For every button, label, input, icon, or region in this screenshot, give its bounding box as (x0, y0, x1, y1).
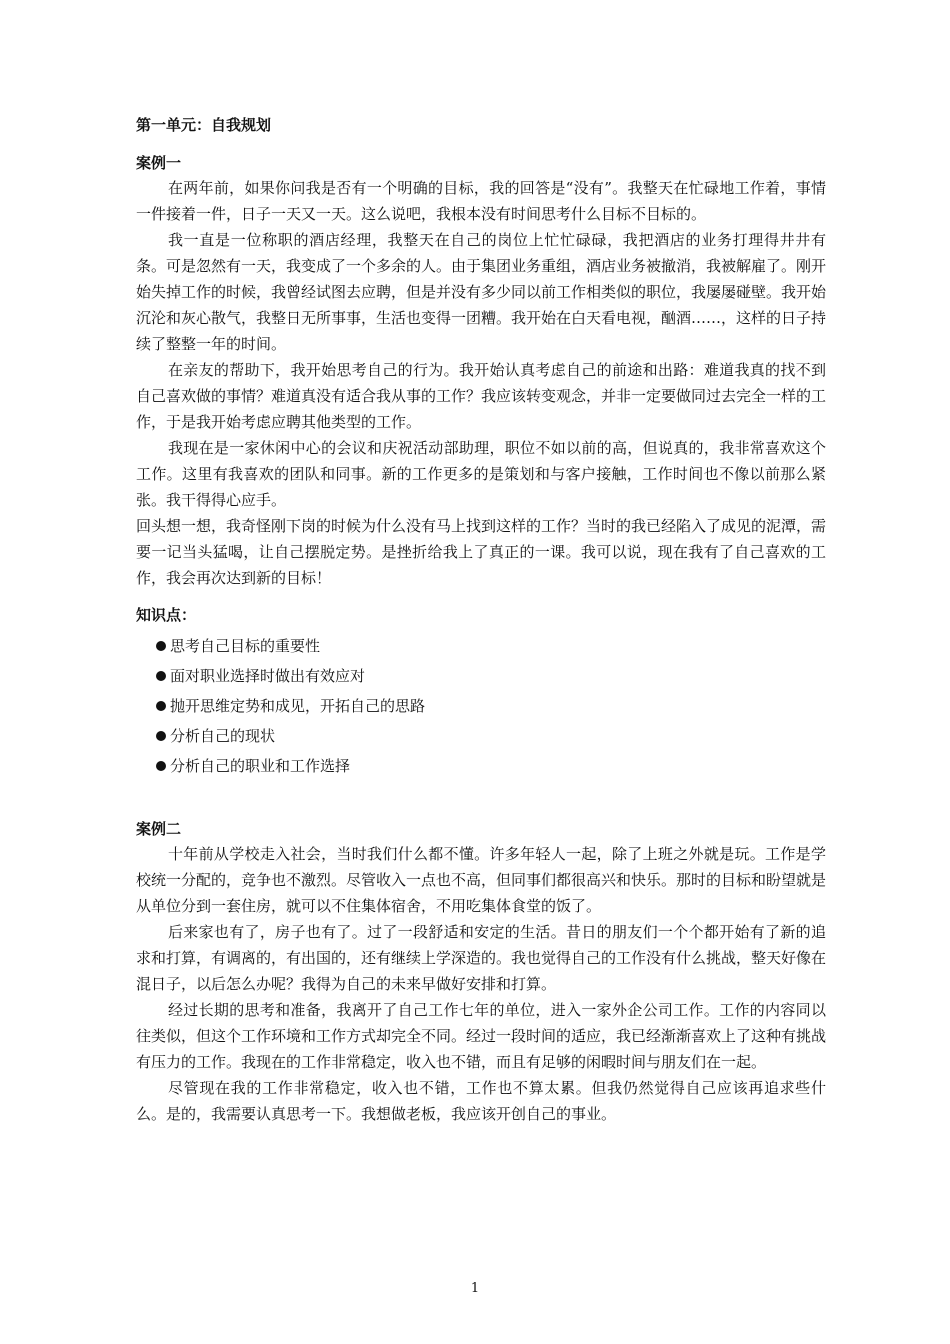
case-one-title: 案例一 (136, 154, 182, 172)
list-item (156, 631, 826, 661)
case-one-paragraph: 我现在是一家休闲中心的会议和庆祝活动部助理，职位不如以前的高，但说真的，我非常喜欢这个工作。这里有我喜欢的团队和同事。新的工作更多的是策划和与客户接触，工作时间也不像以前那么紧张。我干得得心应手。 (136, 439, 826, 509)
document-page (136, 113, 826, 1127)
list-item-text: 面对职业选择时做出有效应对 (170, 667, 366, 685)
case-two-paragraph: 尽管现在我的工作非常稳定，收入也不错，工作也不算太累。但我仍然觉得自己应该再追求些什么。是的，我需要认真思考一下。我想做老板，我应该开创自己的事业。 (136, 1079, 826, 1123)
case-two-paragraph: 后来家也有了，房子也有了。过了一段舒适和安定的生活。昔日的朋友们一个个都开始有了新的追求和打算，有调离的，有出国的，还有继续上学深造的。我也觉得自己的工作没有什么挑战，整天好像在混日子，以后怎么办呢？我得为自己的未来早做好安排和打算。 (136, 923, 827, 993)
knowledge-points (136, 603, 826, 781)
unit-title: 第一单元：自我规划 (136, 116, 272, 134)
case-one (136, 151, 826, 591)
knowledge-points-title: 知识点： (136, 606, 197, 624)
case-two-paragraph: 经过长期的思考和准备，我离开了自己工作七年的单位，进入一家外企公司工作。工作的内容同以往类似，但这个工作环境和工作方式却完全不同。经过一段时间的适应，我已经渐渐喜欢上了这种有挑战有压力的工作。我现在的工作非常稳定，收入也不错，而且有足够的闲暇时间与朋友们在一起。 (136, 1001, 827, 1071)
bullet-icon (156, 671, 166, 681)
list-item-text: 分析自己的现状 (170, 727, 276, 745)
bullet-icon (156, 761, 166, 771)
list-item (156, 661, 826, 691)
bullet-icon (156, 731, 166, 741)
case-one-paragraph: 我一直是一位称职的酒店经理，我整天在自己的岗位上忙忙碌碌，我把酒店的业务打理得井井有条。可是忽然有一天，我变成了一个多余的人。由于集团业务重组，酒店业务被撤消，我被解雇了。刚开始失掉工作的时候，我曾经试图去应聘，但是并没有多少同以前工作相类似的职位，我屡屡碰壁。我开始沉沦和灰心散气，我整日无所事事，生活也变得一团糟。我开始在白天看电视，酗酒……，这样的日子持续了整整一年的时间。 (136, 231, 827, 353)
list-item (156, 751, 826, 781)
list-item-text: 抛开思维定势和成见，开拓自己的思路 (170, 697, 426, 715)
case-one-paragraph: 在两年前，如果你问我是否有一个明确的目标，我的回答是“没有”。我整天在忙碌地工作着，事情一件接着一件，日子一天又一天。这么说吧，我根本没有时间思考什么目标不目标的。 (136, 179, 826, 223)
bullet-icon (156, 701, 166, 711)
list-item (156, 721, 826, 751)
list-item-text: 分析自己的职业和工作选择 (170, 757, 351, 775)
list-item (156, 691, 826, 721)
case-two (136, 817, 826, 1127)
case-two-title: 案例二 (136, 820, 182, 838)
case-two-paragraph: 十年前从学校走入社会，当时我们什么都不懂。许多年轻人一起，除了上班之外就是玩。工作是学校统一分配的，竞争也不激烈。尽管收入一点也不高，但同事们都很高兴和快乐。那时的目标和盼望就是从单位分到一套住房，就可以不住集体宿舍，不用吃集体食堂的饭了。 (136, 845, 827, 915)
bullet-icon (156, 641, 166, 651)
knowledge-points-list (136, 631, 826, 781)
case-one-paragraph: 在亲友的帮助下，我开始思考自己的行为。我开始认真考虑自己的前途和出路：难道我真的找不到自己喜欢做的事情？难道真没有适合我从事的工作？我应该转变观念，并非一定要做同过去完全一样的工作，于是我开始考虑应聘其他类型的工作。 (136, 361, 827, 431)
list-item-text: 思考自己目标的重要性 (170, 637, 321, 655)
page-number: 1 (470, 1281, 480, 1296)
case-one-paragraph: 回头想一想，我奇怪刚下岗的时候为什么没有马上找到这样的工作？当时的我已经陷入了成见的泥潭，需要一记当头猛喝，让自己摆脱定势。是挫折给我上了真正的一课。我可以说，现在我有了自己喜欢的工作，我会再次达到新的目标！ (136, 517, 827, 587)
